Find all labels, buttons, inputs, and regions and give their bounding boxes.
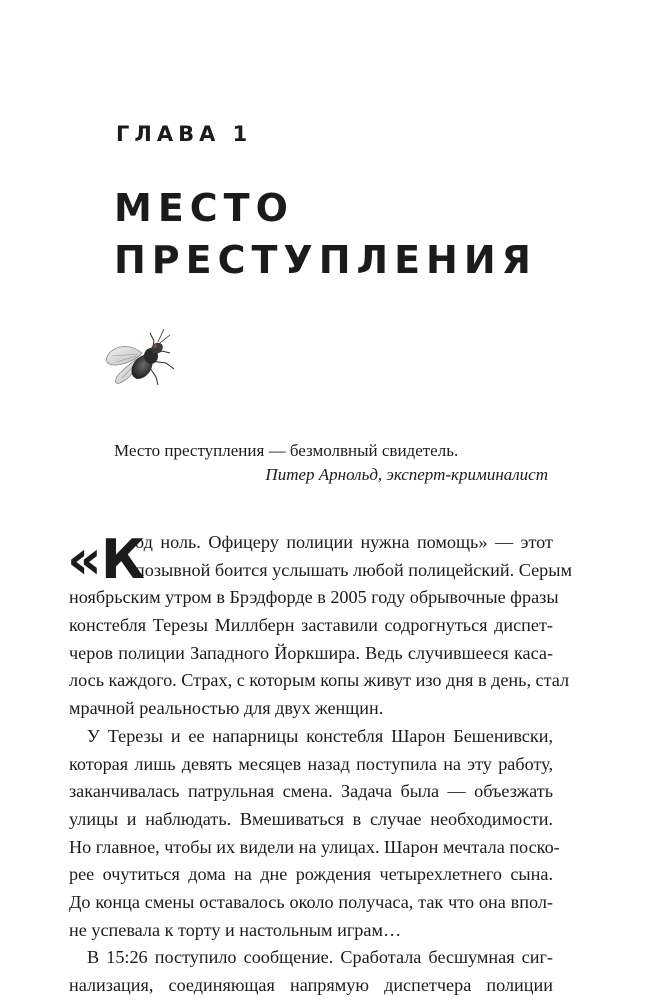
text-line: Но главное, чтобы их видели на улицах. Шарон мечтала поско- xyxy=(69,836,560,857)
text-line: В 15:26 поступило сообщение. Сработала бесшумная сиг- xyxy=(87,947,553,968)
epigraph-author: Питер Арнольд, эксперт-криминалист xyxy=(265,465,548,484)
fly-icon xyxy=(104,323,182,397)
chapter-title-line-2: ПРЕСТУПЛЕНИЯ xyxy=(114,238,537,282)
chapter-title xyxy=(114,182,537,286)
text-line: нализация, соединяющая напрямую диспетчера полиции xyxy=(69,975,553,995)
chapter-title-line-1: МЕСТО xyxy=(114,186,294,230)
text-line: черов полиции Западного Йоркшира. Ведь случившееся каса- xyxy=(69,642,553,663)
text-line: заканчивалась патрульная смена. Задача была — объезжать xyxy=(69,781,553,802)
chapter-body xyxy=(67,528,572,1000)
chapter-label: ГЛАВА 1 xyxy=(116,122,253,146)
text-line: лось каждого. Страх, с которым копы живут изо дня в день, стал xyxy=(69,670,570,691)
epigraph-quote: Место преступления — безмолвный свидетель. xyxy=(114,441,459,460)
text-line: До конца смены оставалось около получаса, так что она впол- xyxy=(69,891,553,912)
text-line: од ноль. Офицеру полиции нужна помощь» — этот xyxy=(135,532,553,552)
text-line: которая лишь девять месяцев назад поступила на эту работу, xyxy=(69,753,553,774)
text-line: улицы и наблюдать. Вмешиваться в случае необходимости. xyxy=(69,808,553,829)
text-line: У Терезы и ее напарницы констебля Шарон Бешенивски, xyxy=(87,725,553,746)
text-line: рее очутиться дома на дне рождения четырехлетнего сына. xyxy=(69,864,553,885)
drop-cap: «К xyxy=(67,528,145,591)
text-line: позывной боится услышать любой полицейский. Серым xyxy=(135,559,572,580)
text-line: не успевала к торту и настольным играм… xyxy=(69,919,402,940)
text-line: ноябрьским утром в Брэдфорде в 2005 году обрывочные фразы xyxy=(69,587,559,608)
text-line: мрачной реальностью для двух женщин. xyxy=(69,698,384,719)
text-line: констебля Терезы Миллберн заставили содрогнуться диспет- xyxy=(69,615,553,636)
